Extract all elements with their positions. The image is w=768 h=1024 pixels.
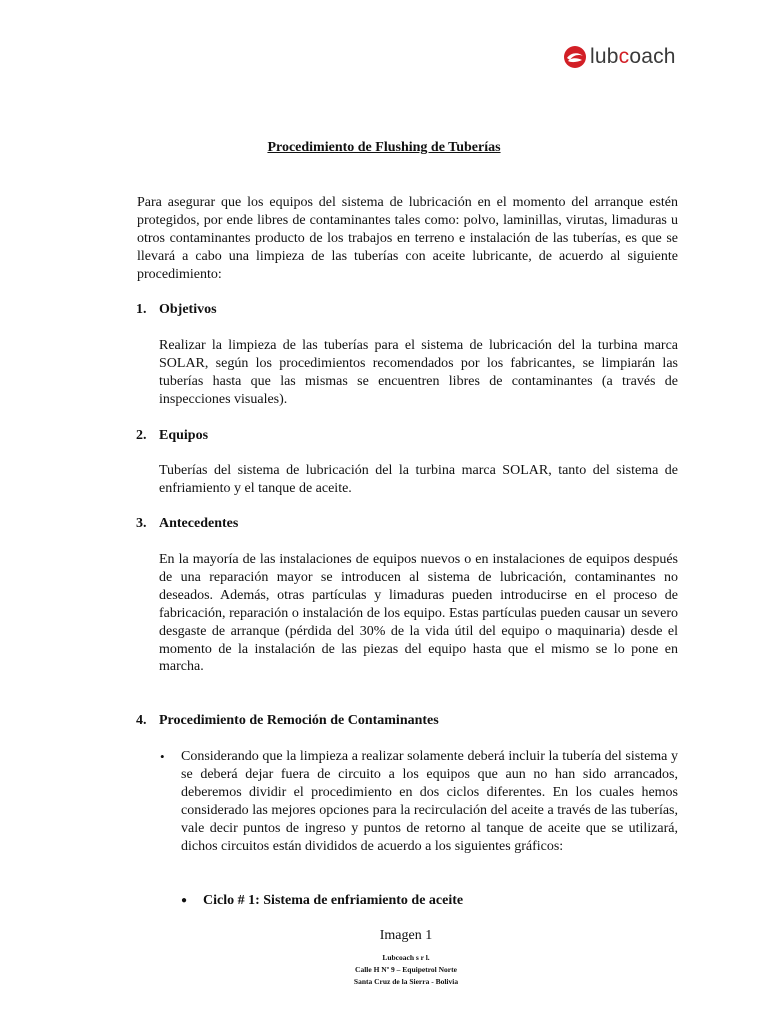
section-title: Procedimiento de Remoción de Contaminantes (159, 713, 439, 728)
section-body-equipos: Tuberías del sistema de lubricación del la turbina marca SOLAR, tanto del sistema de enfriamiento y el tanque de aceite. (159, 463, 678, 496)
section-body-objetivos: Realizar la limpieza de las tuberías para el sistema de lubricación del la turbina marca SOLAR, según los procedimientos recomendados por los fabricantes, se limpiarán las tuberías hasta que las mismas se encuentren libres de contaminantes (a través de inspecciones visuales). (159, 338, 678, 407)
bullet-dot-icon: • (160, 749, 165, 764)
section-title: Objetivos (159, 302, 217, 317)
section-body-antecedentes: En la mayoría de las instalaciones de equipos nuevos o en instalaciones de equipos después de una reparación mayor se introducen al sistema de lubricación, contaminantes no deseados. Además, otras partículas y limaduras pueden introducirse en el proceso de fabricación, reparación o instalación de los equipo. Estas partículas pueden causar un severo desgaste de arranque (pérdida del 30% de la vida útil del equipo o maquinaria) desde el momento de la instalación de las piezas del equipo hasta que el mismo se lo pone en marcha. (159, 552, 678, 675)
footer-city: Santa Cruz de la Sierra - Bolivia (353, 977, 459, 986)
section-number: 2. (136, 428, 147, 443)
logo-wordmark: lubcoach (590, 45, 676, 68)
document-title: Procedimiento de Flushing de Tuberías (267, 140, 501, 155)
lubcoach-logo-icon (562, 44, 588, 70)
image-caption: Imagen 1 (379, 928, 433, 943)
section-number: 1. (136, 302, 147, 317)
section-title: Equipos (159, 428, 209, 443)
footer-company: Lubcoach s r l. (382, 953, 430, 962)
section-number: 4. (136, 713, 147, 728)
bullet-paragraph: Considerando que la limpieza a realizar solamente deberá incluir la tubería del sistema y se deberá dejar fuera de circuito a los equipos que aun no han sido arrancados, deberemos dividir el procedimiento en dos ciclos diferentes. En los cuales hemos considerado las mejores opciones para la recirculación del aceite a través de las tuberías, vale decir puntos de ingreso y puntos de retorno al tanque de aceite que se utilizará, dichos circuitos están divididos de acuerdo a los siguientes gráficos: (181, 749, 678, 854)
sub-bullet-dot-icon: ● (181, 895, 188, 906)
section-heading-objetivos (136, 301, 217, 319)
page-footer (0, 952, 768, 988)
company-logo (562, 44, 676, 70)
section-heading-antecedentes (136, 515, 238, 533)
section-number: 3. (136, 516, 147, 531)
section-title: Antecedentes (159, 516, 239, 531)
sub-bullet-ciclo-1: Ciclo # 1: Sistema de enfriamiento de aceite (203, 893, 464, 908)
section-heading-equipos (136, 427, 208, 445)
footer-address: Calle H Nº 9 – Equipetrol Norte (355, 965, 457, 974)
section-heading-procedimiento (136, 712, 439, 730)
intro-paragraph: Para asegurar que los equipos del sistema de lubricación en el momento del arranque estén protegidos, por ende libres de contaminantes tales como: polvo, laminillas, virutas, limaduras u otros contaminantes producto de los trabajos en terreno e instalación de las tuberías, es que se llevará a cabo una limpieza de las tuberías con aceite lubricante, de acuerdo al siguiente procedimiento: (137, 195, 678, 282)
